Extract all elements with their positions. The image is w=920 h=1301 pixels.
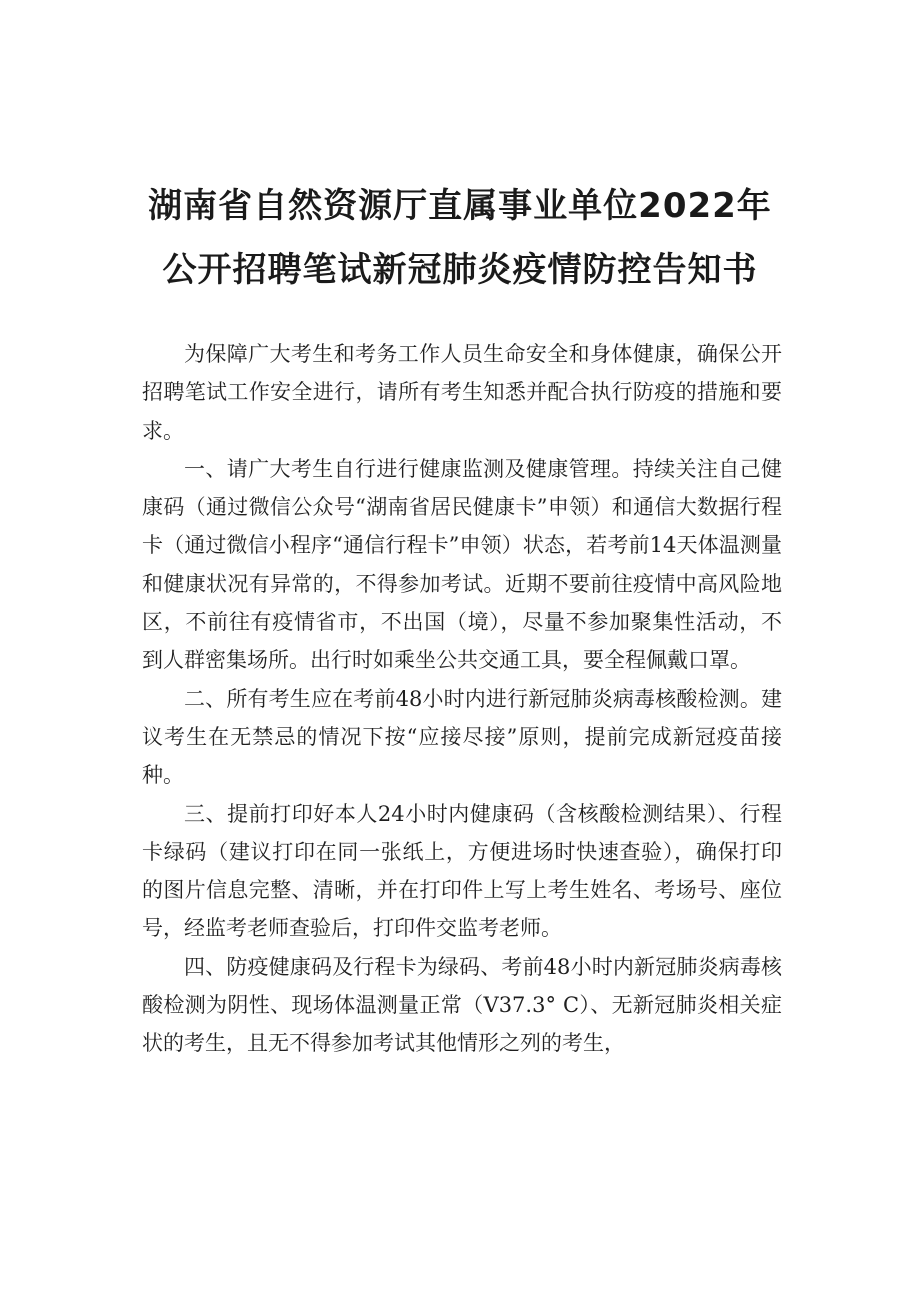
paragraph-item-4: 四、防疫健康码及行程卡为绿码、考前48小时内新冠肺炎病毒核酸检测为阴性、现场体温测量正常（V37.3° C）、无新冠肺炎相关症状的考生，且无不得参加考试其他情形之列的考生， [142,954,782,1056]
paragraph-intro: 为保障广大考生和考务工作人员生命安全和身体健康，确保公开招聘笔试工作安全进行，请所有考生知悉并配合执行防疫的措施和要求。 [142,342,782,443]
document-title-line-1: 湖南省自然资源厅直属事业单位2022年 [148,186,772,226]
document-title-line-2: 公开招聘笔试新冠肺炎疫情防控告知书 [162,250,758,290]
document-body [142,335,782,1063]
paragraph-item-2: 二、所有考生应在考前48小时内进行新冠肺炎病毒核酸检测。建议考生在无禁忌的情况下按“应接尽接”原则，提前完成新冠疫苗接种。 [142,686,782,788]
paragraph-item-1: 一、请广大考生自行进行健康监测及健康管理。持续关注自己健康码（通过微信公众号“湖南省居民健康卡”申领）和通信大数据行程卡（通过微信小程序“通信行程卡”申领）状态，若考前14天体温测量和健康状况有异常的，不得参加考试。近期不要前往疫情中高风险地区，不前往有疫情省市，不出国（境），尽量不参加聚集性活动，不到人群密集场所。出行时如乘坐公共交通工具，要全程佩戴口罩。 [142,456,782,673]
paragraph-item-3: 三、提前打印好本人24小时内健康码（含核酸检测结果）、行程卡绿码（建议打印在同一张纸上，方便进场时快速查验），确保打印的图片信息完整、清晰，并在打印件上写上考生姓名、考场号、座位号，经监考老师查验后，打印件交监考老师。 [142,801,782,941]
